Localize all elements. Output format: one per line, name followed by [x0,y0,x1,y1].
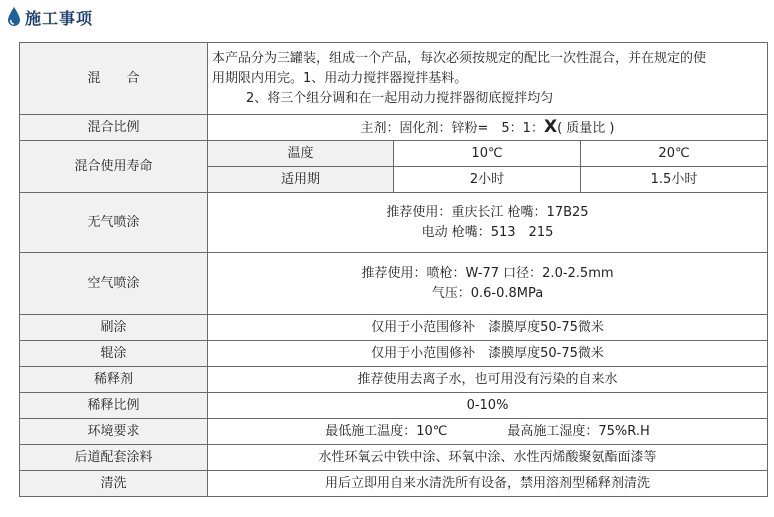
row-airless [20,193,768,253]
value-brush: 仅用于小范围修补 漆膜厚度50-75微米 [208,315,768,341]
row-roller [20,341,768,367]
label-thinner: 稀释剂 [20,367,208,393]
row-topcoat [20,445,768,471]
mix-line-3: 2、将三个组分调和在一起用动力搅拌器彻底搅拌均匀 [246,90,554,106]
row-brush [20,315,768,341]
label-mix: 混 合 [20,43,208,115]
row-thinner [20,367,768,393]
section-title: 施工事项 [25,8,94,28]
row-life-temp [20,141,768,167]
period-label: 适用期 [208,167,394,193]
row-air [20,253,768,315]
label-topcoat: 后道配套涂料 [20,445,208,471]
row-ratio [20,115,768,141]
label-life: 混合使用寿命 [20,141,208,193]
temp-1: 10℃ [394,141,581,167]
period-1: 2小时 [394,167,581,193]
mix-line-1: 本产品分为三罐装，组成一个产品，每次必须按规定的配比一次性混合，并在规定的使 [212,50,707,66]
ratio-prefix: 主剂：固化剂：锌粉= 5：1： [360,120,544,136]
label-ratio: 混合比例 [20,115,208,141]
label-thin-ratio: 稀释比例 [20,393,208,419]
env-max: 最高施工湿度：75%R.H [507,423,650,439]
row-env [20,419,768,445]
value-env [208,419,768,445]
water-drop-icon [6,6,22,28]
label-brush: 刷涂 [20,315,208,341]
row-mix [20,43,768,115]
value-ratio [208,115,768,141]
row-thin-ratio [20,393,768,419]
airless-line-2: 电动 枪嘴：513 215 [421,224,554,240]
label-clean: 清洗 [20,471,208,497]
period-2: 1.5小时 [581,167,768,193]
temp-2: 20℃ [581,141,768,167]
value-air [208,253,768,315]
air-line-1: 推荐使用：喷枪：W-77 口径：2.0-2.5mm [361,265,614,281]
section-header [6,3,93,31]
air-line-2: 气压：0.6-0.8MPa [431,285,544,301]
construction-table [19,42,768,497]
value-thin-ratio: 0-10% [208,393,768,419]
env-min: 最低施工温度：10℃ [325,423,448,439]
label-env: 环境要求 [20,419,208,445]
value-airless [208,193,768,253]
airless-line-1: 推荐使用：重庆长江 枪嘴：17B25 [386,204,589,220]
value-topcoat: 水性环氧云中铁中涂、环氧中涂、水性丙烯酸聚氨酯面漆等 [208,445,768,471]
value-roller: 仅用于小范围修补 漆膜厚度50-75微米 [208,341,768,367]
temp-label: 温度 [208,141,394,167]
ratio-suffix: ( 质量比 ) [557,120,615,136]
value-thinner: 推荐使用去离子水，也可用没有污染的自来水 [208,367,768,393]
ratio-x: X [543,116,558,137]
row-clean [20,471,768,497]
mix-line-2: 用期限内用完。1、用动力搅拌器搅拌基料。 [212,70,468,86]
value-clean: 用后立即用自来水清洗所有设备，禁用溶剂型稀释剂清洗 [208,471,768,497]
value-mix [208,43,768,115]
label-roller: 辊涂 [20,341,208,367]
label-airless: 无气喷涂 [20,193,208,253]
label-air: 空气喷涂 [20,253,208,315]
